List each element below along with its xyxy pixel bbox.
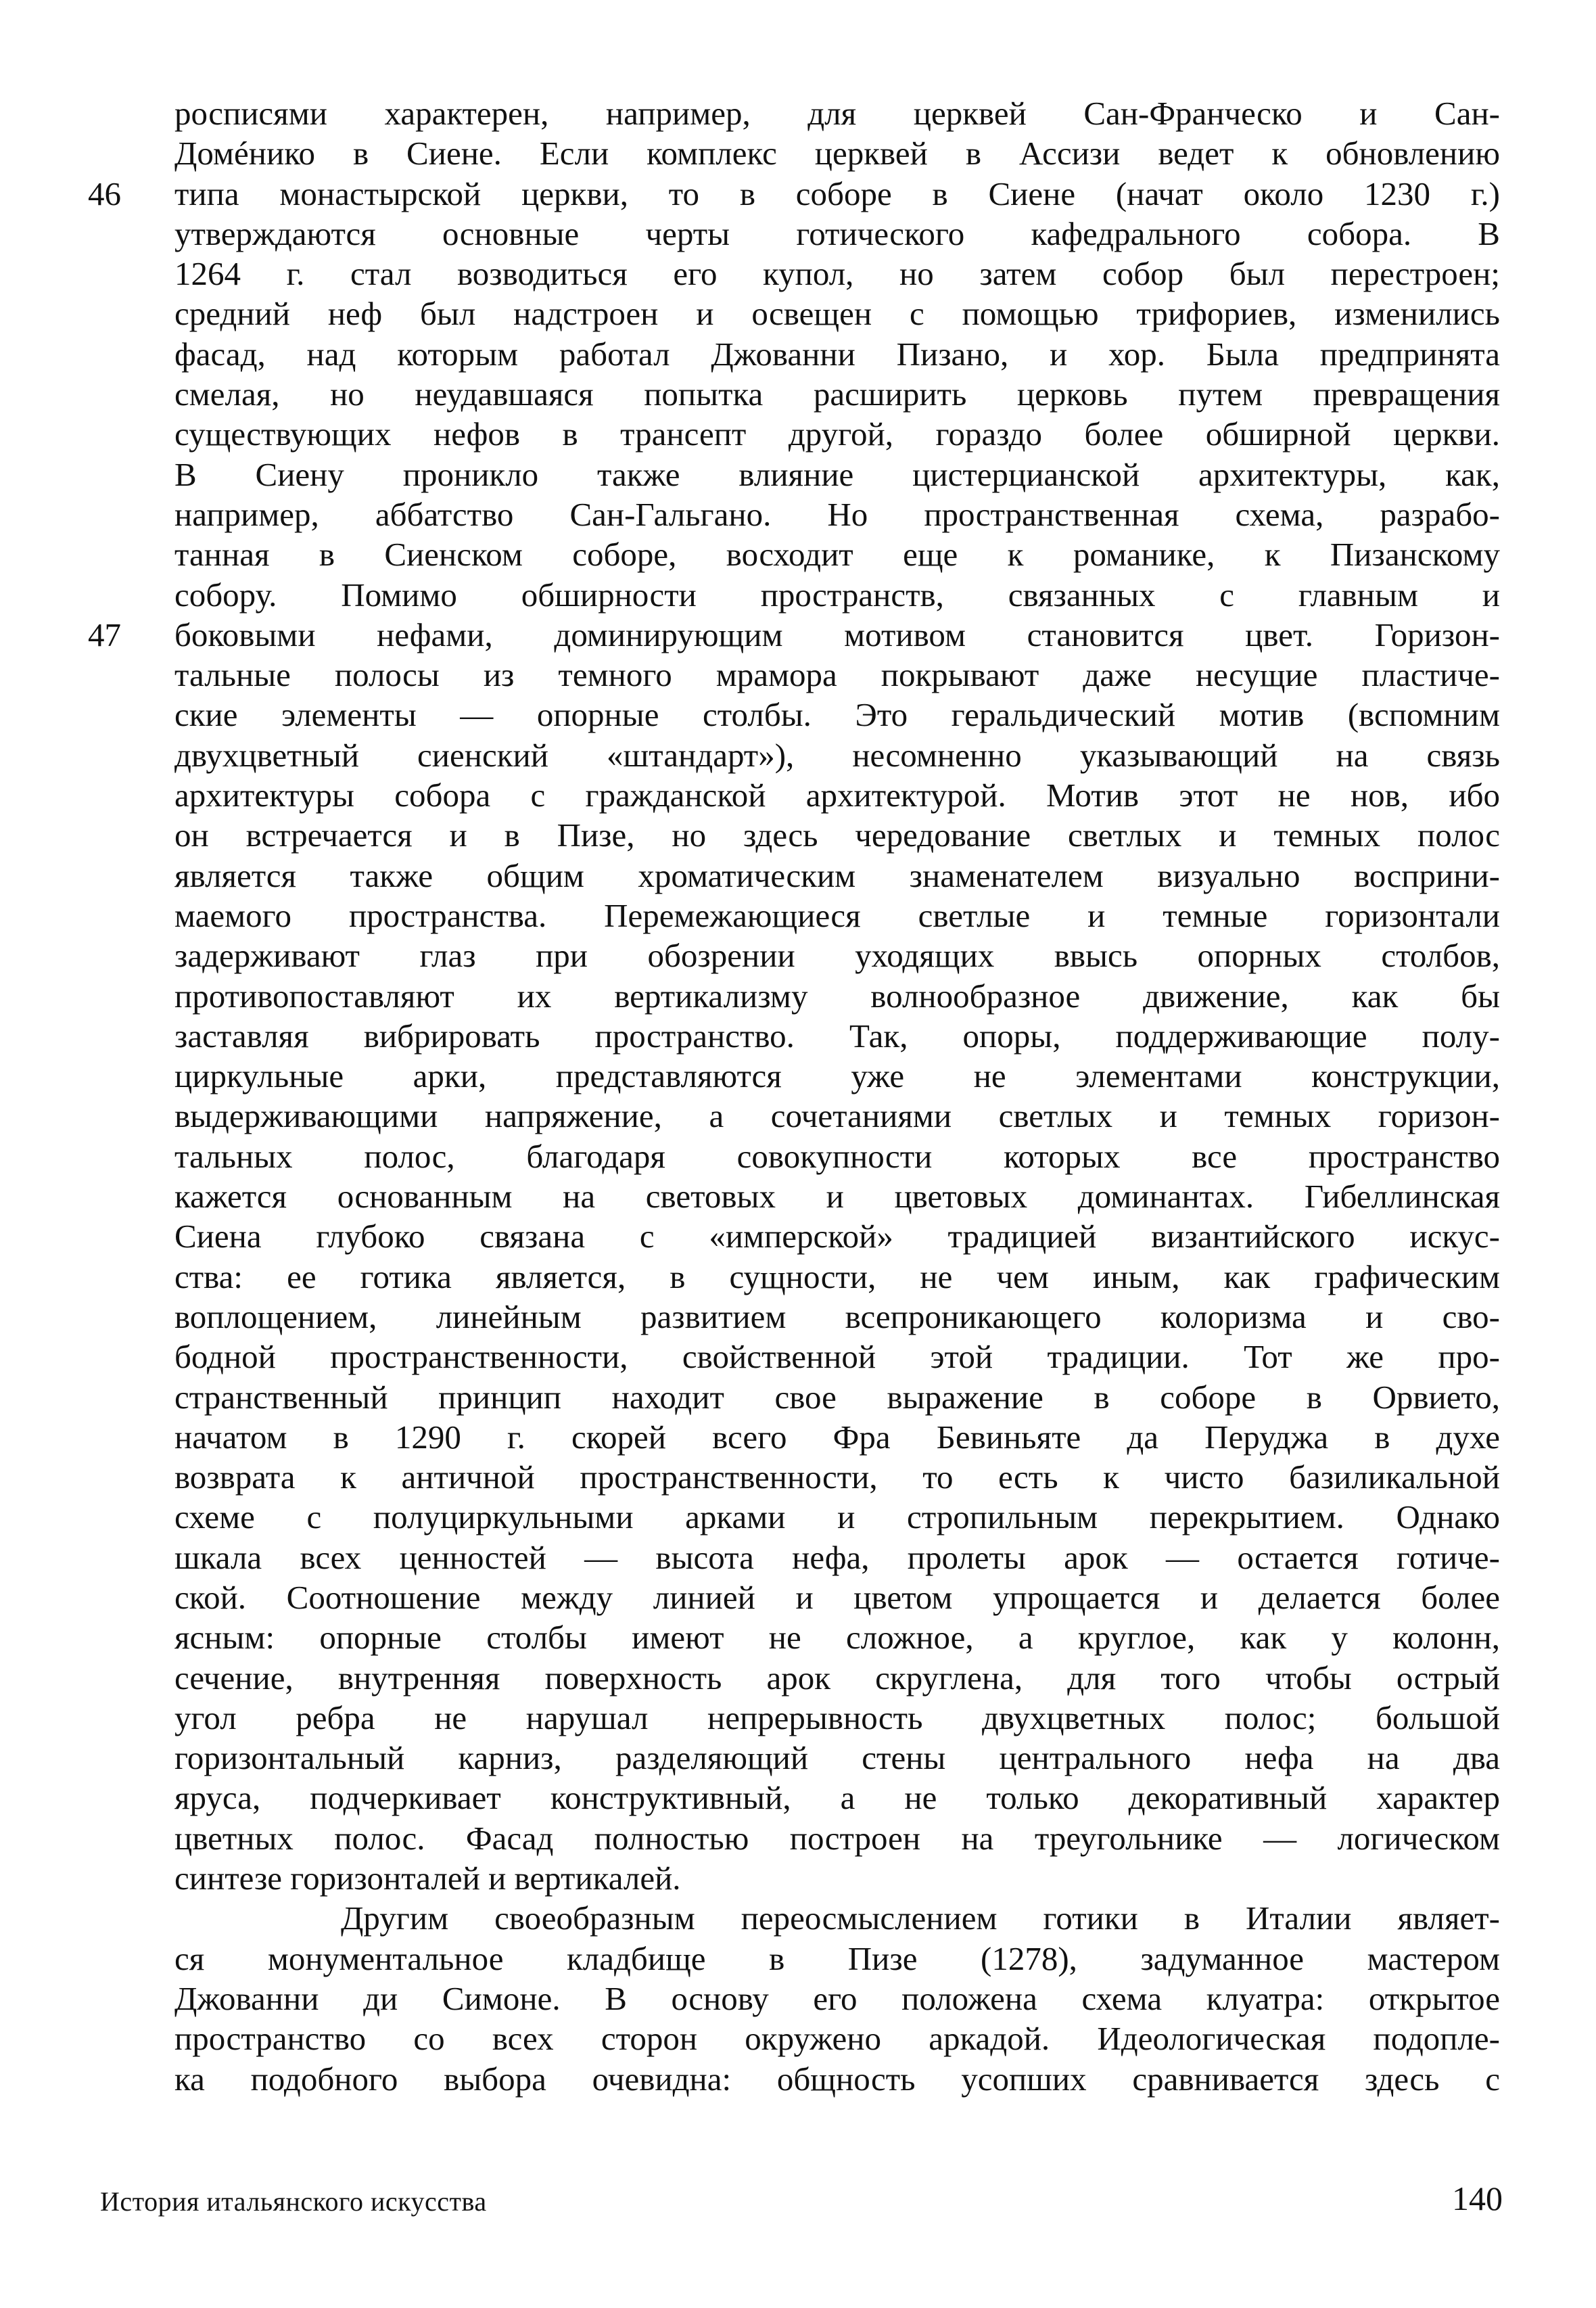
text-line: существующих нефов в трансепт другой, гораздо более обширной церкви. <box>174 415 1500 453</box>
text-line: боковыми нефами, доминирующим мотивом становится цвет. Горизон- <box>174 616 1500 653</box>
running-footer-title: История итальянского искусства <box>100 2186 487 2217</box>
text-line: схеме с полуциркульными арками и стропильным перекрытием. Однако <box>174 1498 1500 1536</box>
text-line: росписями характерен, например, для церквей Сан-Франческо и Сан- <box>174 95 1500 132</box>
text-line: архитектуры собора с гражданской архитектурой. Мотив этот не нов, ибо <box>174 777 1500 814</box>
text-line: ской. Соотношение между линией и цветом упрощается и делается более <box>174 1578 1500 1616</box>
text-line: собору. Помимо обширности пространств, связанных с главным и <box>174 576 1500 614</box>
text-line: горизонтальный карниз, разделяющий стены центрального нефа на два <box>174 1739 1500 1777</box>
text-line: маемого пространства. Перемежающиеся светлые и темные горизонтали <box>174 896 1500 934</box>
margin-illustration-ref: 47 <box>88 616 121 653</box>
text-line: странственный принцип находит свое выражение в соборе в Орвието, <box>174 1378 1500 1416</box>
text-line: ся монументальное кладбище в Пизе (1278), задуманное мастером <box>174 1939 1500 1977</box>
text-line: циркульные арки, представляются уже не элементами конструкции, <box>174 1057 1500 1095</box>
text-line: ка подобного выбора очевидна: общность усопших сравнивается здесь с <box>174 2060 1500 2098</box>
text-line: фасад, над которым работал Джованни Пизано, и хор. Была предпринята <box>174 335 1500 373</box>
text-line: смелая, но неудавшаяся попытка расширить церковь путем превращения <box>174 375 1500 413</box>
text-line: ясным: опорные столбы имеют не сложное, а круглое, как у колонн, <box>174 1619 1500 1657</box>
text-line: сечение, внутренняя поверхность арок скруглена, для того чтобы острый <box>174 1659 1500 1697</box>
text-line: является также общим хроматическим знаменателем визуально восприни- <box>174 856 1500 894</box>
text-line: 1264 г. стал возводиться его купол, но затем собор был перестроен; <box>174 255 1500 293</box>
text-line: Домéнико в Сиене. Если комплекс церквей в Ассизи ведет к обновлению <box>174 135 1500 172</box>
text-line: ства: ее готика является, в сущности, не чем иным, как графическим <box>174 1257 1500 1295</box>
text-line: начатом в 1290 г. скорей всего Фра Бевиньяте да Перуджа в духе <box>174 1418 1500 1456</box>
body-text <box>174 93 1500 2099</box>
page-number: 140 <box>1452 2179 1503 2217</box>
text-line: яруса, подчеркивает конструктивный, а не только декоративный характер <box>174 1779 1500 1817</box>
text-line: выдерживающими напряжение, а сочетаниями светлых и темных горизон- <box>174 1097 1500 1135</box>
text-line: кажется основанным на световых и цветовых доминантах. Гибеллинская <box>174 1178 1500 1216</box>
text-line: бодной пространственности, свойственной этой традиции. Тот же про- <box>174 1338 1500 1376</box>
text-line: цветных полос. Фасад полностью построен на треугольнике — логическом <box>174 1819 1500 1857</box>
text-line: воплощением, линейным развитием всепроникающего колоризма и сво- <box>174 1297 1500 1335</box>
text-line: противопоставляют их вертикализму волнообразное движение, как бы <box>174 977 1500 1015</box>
text-line: пространство со всех сторон окружено аркадой. Идеологическая подопле- <box>174 2020 1500 2058</box>
text-line: утверждаются основные черты готического кафедрального собора. В <box>174 214 1500 252</box>
text-line: Джованни ди Симоне. В основу его положена схема клуатра: открытое <box>174 1979 1500 2017</box>
text-line: средний неф был надстроен и освещен с помощью трифориев, изменились <box>174 295 1500 333</box>
text-line: Сиена глубоко связана с «имперской» традицией византийского искус- <box>174 1218 1500 1255</box>
text-line: он встречается и в Пизе, но здесь чередование светлых и темных полос <box>174 816 1500 854</box>
text-line: танная в Сиенском соборе, восходит еще к романике, к Пизанскому <box>174 536 1500 574</box>
text-line: задерживают глаз при обозрении уходящих ввысь опорных столбов, <box>174 937 1500 975</box>
text-line: В Сиену проникло также влияние цистерцианской архитектуры, как, <box>174 455 1500 493</box>
text-line: типа монастырской церкви, то в соборе в Сиене (начат около 1230 г.) <box>174 175 1500 212</box>
text-line: например, аббатство Сан-Гальгано. Но пространственная схема, разрабо- <box>174 495 1500 533</box>
text-line: заставляя вибрировать пространство. Так, опоры, поддерживающие полу- <box>174 1017 1500 1055</box>
paragraph-first-line: Другим своеобразным переосмыслением готики в Италии являет- <box>341 1899 1500 1937</box>
text-line: угол ребра не нарушал непрерывность двухцветных полос; большой <box>174 1699 1500 1736</box>
text-line: тальные полосы из темного мрамора покрывают даже несущие пластиче- <box>174 656 1500 694</box>
text-line: ские элементы — опорные столбы. Это геральдический мотив (вспомним <box>174 696 1500 734</box>
text-line: синтезе горизонталей и вертикалей. <box>174 1860 681 1897</box>
text-line: возврата к античной пространственности, то есть к чисто базиликальной <box>174 1458 1500 1496</box>
margin-illustration-ref: 46 <box>88 175 121 212</box>
text-line: шкала всех ценностей — высота нефа, пролеты арок — остается готиче- <box>174 1538 1500 1576</box>
text-line: тальных полос, благодаря совокупности которых все пространство <box>174 1137 1500 1175</box>
text-line: двухцветный сиенский «штандарт»), несомненно указывающий на связь <box>174 736 1500 774</box>
